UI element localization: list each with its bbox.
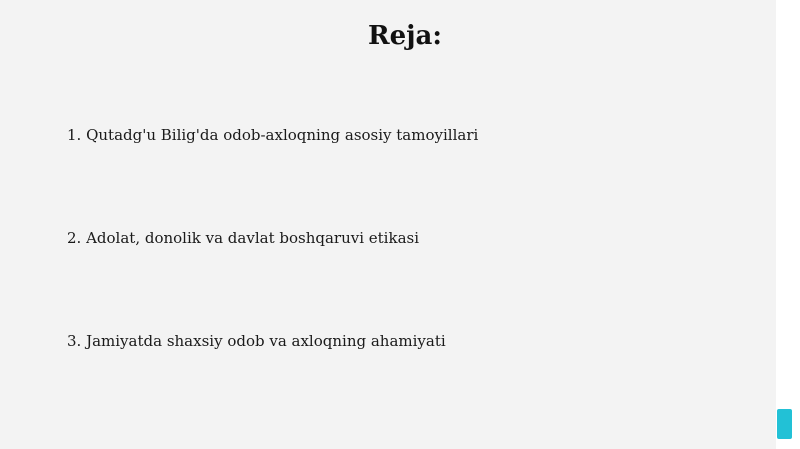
scrollbar-thumb[interactable] xyxy=(777,409,792,439)
plan-item: 1. Qutadg'u Bilig'da odob-axloqning asosiy tamoyillari xyxy=(67,126,479,144)
slide-title: Reja: xyxy=(367,21,442,51)
plan-item: 2. Adolat, donolik va davlat boshqaruvi etikasi xyxy=(67,229,420,247)
scrollbar-track[interactable] xyxy=(776,0,800,449)
plan-item: 3. Jamiyatda shaxsiy odob va axloqning ahamiyati xyxy=(67,332,446,350)
